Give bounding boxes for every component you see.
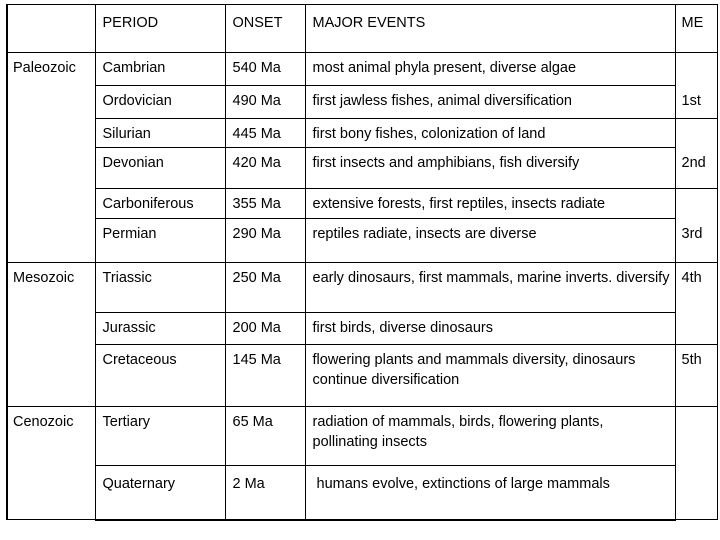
table-row [7,219,717,263]
events-cell: most animal phyla present, diverse algae [305,53,675,86]
events-cell: reptiles radiate, insects are diverse [305,219,675,263]
onset-cell: 445 Ma [225,119,305,148]
header-row [7,5,717,53]
era-mesozoic: Mesozoic [7,263,95,407]
geologic-time-table [6,4,718,521]
period-cell: Quaternary [95,466,225,520]
period-cell: Devonian [95,148,225,189]
onset-cell: 420 Ma [225,148,305,189]
period-cell: Jurassic [95,313,225,345]
period-cell: Silurian [95,119,225,148]
header-major-events: MAJOR EVENTS [305,5,675,53]
header-era [7,5,95,53]
events-cell: first insects and amphibians, fish diversify [305,148,675,189]
mass-extinction-3rd: 3rd [675,189,717,263]
events-cell: extensive forests, first reptiles, insects radiate [305,189,675,219]
events-cell: radiation of mammals, birds, flowering plants, pollinating insects [305,407,675,466]
onset-cell: 540 Ma [225,53,305,86]
header-me: ME [675,5,717,53]
period-cell: Permian [95,219,225,263]
era-cenozoic: Cenozoic [7,407,95,520]
period-cell: Triassic [95,263,225,313]
table-row [7,189,717,219]
table-row [7,86,717,119]
period-cell: Cretaceous [95,345,225,407]
onset-cell: 355 Ma [225,189,305,219]
table-row [7,466,717,520]
period-cell: Tertiary [95,407,225,466]
events-cell: first jawless fishes, animal diversification [305,86,675,119]
period-cell: Cambrian [95,53,225,86]
events-cell: first bony fishes, colonization of land [305,119,675,148]
onset-cell: 200 Ma [225,313,305,345]
table-row [7,119,717,148]
table-row [7,407,717,466]
onset-cell: 65 Ma [225,407,305,466]
events-cell: humans evolve, extinctions of large mammals [305,466,675,520]
period-cell: Carboniferous [95,189,225,219]
onset-cell: 250 Ma [225,263,305,313]
table-row [7,345,717,407]
events-cell: flowering plants and mammals diversity, dinosaurs continue diversification [305,345,675,407]
table-row [7,53,717,86]
period-cell: Ordovician [95,86,225,119]
onset-cell: 145 Ma [225,345,305,407]
table-row [7,148,717,189]
onset-cell: 490 Ma [225,86,305,119]
table-row [7,263,717,313]
events-cell: first birds, diverse dinosaurs [305,313,675,345]
header-onset: ONSET [225,5,305,53]
onset-cell: 2 Ma [225,466,305,520]
mass-extinction-2nd: 2nd [675,119,717,189]
header-period: PERIOD [95,5,225,53]
table-row [7,313,717,345]
mass-extinction-1st: 1st [675,53,717,119]
events-cell: early dinosaurs, first mammals, marine inverts. diversify [305,263,675,313]
mass-extinction-4th: 4th [675,263,717,345]
mass-extinction-5th: 5th [675,345,717,407]
onset-cell: 290 Ma [225,219,305,263]
era-paleozoic: Paleozoic [7,53,95,263]
me-cell-empty [675,407,717,520]
